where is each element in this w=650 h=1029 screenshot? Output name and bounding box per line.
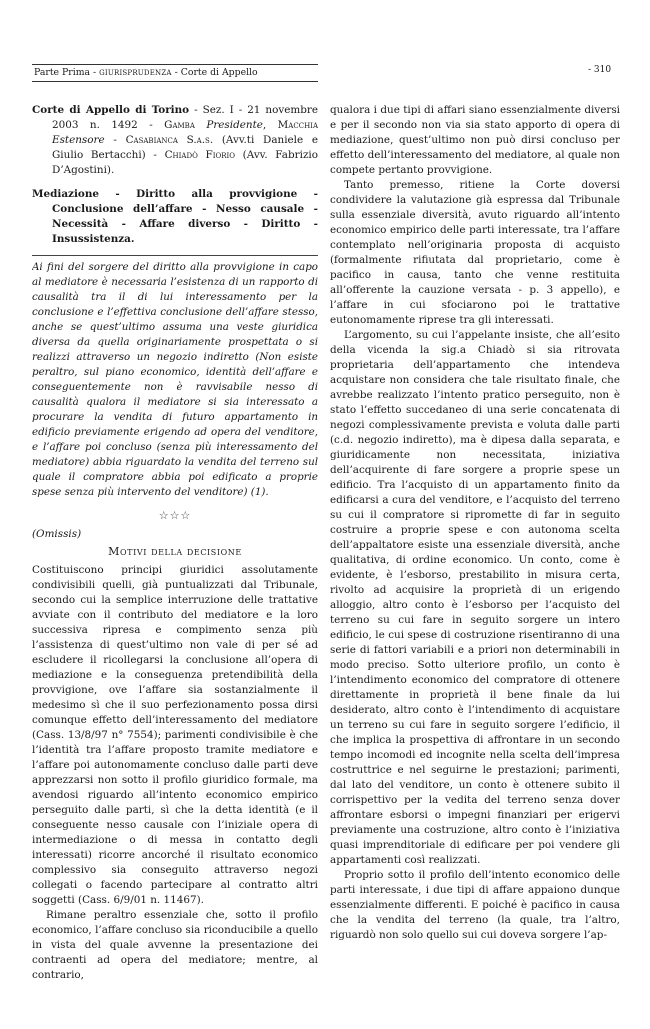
section-title: Motivi della decisione [108, 545, 242, 558]
citation-court: Corte di Appello di Torino [32, 104, 190, 116]
body-paragraph: Tanto premesso, ritiene la Corte doversi condividere la valutazione già espressa dal Tribunale sulla essenziale diversità, avuto riguardo all’intento economico empirico delle parti interessate, tra l’affare contemplato nell’originaria proposta di acquisto (formalmente rifiutata dal proprietario, come è pacifico in causa, tanto che venne restituita all’offerente la cauzione versata - p. 3 appello), e l’affare in cui sfociarono poi le trattative eutonomamente riprese tra gli interessati. [330, 179, 620, 326]
citation-estensore: Macchia [277, 119, 318, 131]
body-paragraph: Costituiscono principi giuridici assolutamente condivisibili quelli, già puntualizzati dal Tribunale, secondo cui la semplice interruzione delle trattative avviate con il contributo del mediatore e la loro successiva ripresa e compimento senza più l’assistenza di quest’ultimo non vale di per sé ad escludere il ricollegarsi la conclusione all’opera di mediazione e la conseguenza pretendibilità della provvigione, ove l’affare sia sostanzialmente il medesimo sì che il suo perfezionamento possa dirsi comunque effetto dell’interessamento del mediatore (Cass. 13/8/97 n° 7554); parimenti condivisibile è che l’identità tra l’affare proposto tramite mediatore e l’affare poi autonomamente concluso dalle parti deve apprezzarsi non sotto il profilo giuridico formale, ma avendosi riguardo all’intento economico empirico perseguito dalle parti, sì che la detta identità (e il conseguente nesso causale con l’iniziale opera di intermediazione o di messa in contatto degli interessati) ricorre ancorché il risultato economico complessivo sia conseguito attraverso negozi collegati o facendo partecipare al contratto altri soggetti (Cass. 6/9/01 n. 11467). [32, 564, 318, 906]
divider [32, 255, 318, 256]
citation-dash: - [104, 134, 126, 146]
body-paragraph: Proprio sotto il profilo dell’intento economico delle parti interessate, i due tipi di affare appaiono dunque essenzialmente differenti. E poiché è pacifico in causa che la vendita del terreno (la quale, tra l’altro, riguardò non solo quello sui cui doveva sorgere l’ap- [330, 869, 620, 941]
subject-keywords: Mediazione - Diritto alla provvigione - Conclusione dell’affare - Nesso causale - Necessità - Affare diverso - Diritto - Insussistenza. [32, 188, 318, 245]
case-citation [32, 103, 318, 178]
citation-president-role: Presidente [194, 119, 263, 131]
running-head [32, 64, 318, 82]
citation-president: Gamba [164, 119, 195, 131]
citation-party-1-lawyers: (Avv.ti Daniele e Giulio Bertacchi) - [52, 134, 318, 161]
massima: Ai fini del sorgere del diritto alla provvigione in capo al mediatore è necessaria l’esistenza di un rapporto di causalità tra il di lui interessamento per la conclusione e l’effettiva conclusione dell’affare stesso, anche se quest’ultimo assuma una veste giuridica diversa da quella originariamente prospettata o si realizzi attraverso un negozio indiretto (Non esiste peraltro, sul piano economico, identità dell’affare e conseguentemente non è ravvisabile nesso di causalità qualora il mediatore si sia interessato a procurare la vendita di futuro appartamento in edificio previamente erigendo ad opera del venditore, e l’affare poi concluso (senza più interessamento del mediatore) abbia riguardato la vendita del terreno sul quale il compratore abbia poi edificato a proprie spese senza più intervento del venditore) (1). [32, 261, 318, 498]
body-paragraph: L’argomento, su cui l’appelante insiste, che all’esito della vicenda la sig.a Chiadò si sia ritrovata proprietaria dell’appartamento che intendeva acquistare non considera che tale risultato finale, che avrebbe realizzato l’intento pratico perseguito, non è stato l’effetto succedaneo di una serie concatenata di negozi complessivamente prevista e voluta dalle parti (c.d. negozio indiretto), ma è dipesa dalla separata, e giuridicamente non necessitata, iniziativa dell’acquirente di fare sorgere a proprie spese un edificio. Tra l’acquisto di un appartamento finito da edificarsi a cura del venditore, e l’acquisto del terreno su cui il compratore si ripromette di far in seguito costruire a proprie spese e con autonoma scelta dell’appaltatore esiste una essenziale diversità, anche qualitativa, di ordine economico. Un conto, come è evidente, è l’esborso, prestabilito in misura certa, rivolto ad acquisire la proprietà di un erigendo alloggio, altro conto è l’esborso per l’acquisto del terreno su cui fare in seguito sorgere un intero edificio, le cui spese di costruzione risentiranno di una serie di fattori variabili e a priori non determinabili in modo preciso. Sotto ulteriore profilo, un conto è l’intendimento economico del compratore di ottenere direttamente in proprietà il bene finale da lui desiderato, altro conto è l’intendimento di acquistare un terreno su cui fare in seguito sorgere l’edificio, il che implica la prospettiva di affrontare in un secondo tempo incomodi ed incognite nella scelta dell’impresa costruttrice e nel seguirne le prestazioni; parimenti, dal lato del venditore, un conto è ottenere subito il corrispettivo per la vedita del terreno senza dover affrontare esborsi o impegni finanziari per erigervi previamente una costruzione, altro conto è l’iniziativa quasi imprenditoriale di edificare per poi vendere gli appartamenti così realizzati. [330, 329, 620, 866]
citation-party-2: Chiadò Fiorio [164, 149, 235, 161]
citation-comma: , [262, 119, 278, 131]
header-court: Corte di Appello [180, 67, 258, 78]
body-paragraph: qualora i due tipi di affari siano essenzialmente diversi e per il secondo non via sia stato apporto di opera di mediazione, quest’ultimo non può dirsi concluso per effetto dell’interessamento del mediatore, al quale non compete pertanto provvigione. [330, 104, 620, 176]
header-sep-1: - [90, 67, 100, 78]
header-part: Parte Prima [34, 67, 91, 78]
header-section: giurisprudenza [99, 67, 172, 78]
body-paragraph: Rimane peraltro essenziale che, sotto il profilo economico, l’affare concluso sia riconducibile a quello in vista del quale avvenne la presentazione dei contraenti ad opera del mediatore; mentre, al contrario, [32, 909, 318, 981]
header-sep-2: - [171, 67, 181, 78]
citation-party-1: Casabianca S.a.s. [125, 134, 214, 146]
section-stars: ☆☆☆ [158, 509, 192, 522]
right-column [330, 103, 620, 999]
left-column [32, 103, 318, 999]
page-number: - 310 [588, 65, 612, 75]
citation-section-date: - Sez. I - 21 novembre 2003 n. 1492 - [52, 104, 318, 131]
citation-party-2-lawyers: (Avv. Fabrizio D’Agostini). [52, 149, 318, 176]
citation-estensore-role: Estensore [52, 134, 105, 146]
omissis: (Omissis) [32, 528, 82, 540]
